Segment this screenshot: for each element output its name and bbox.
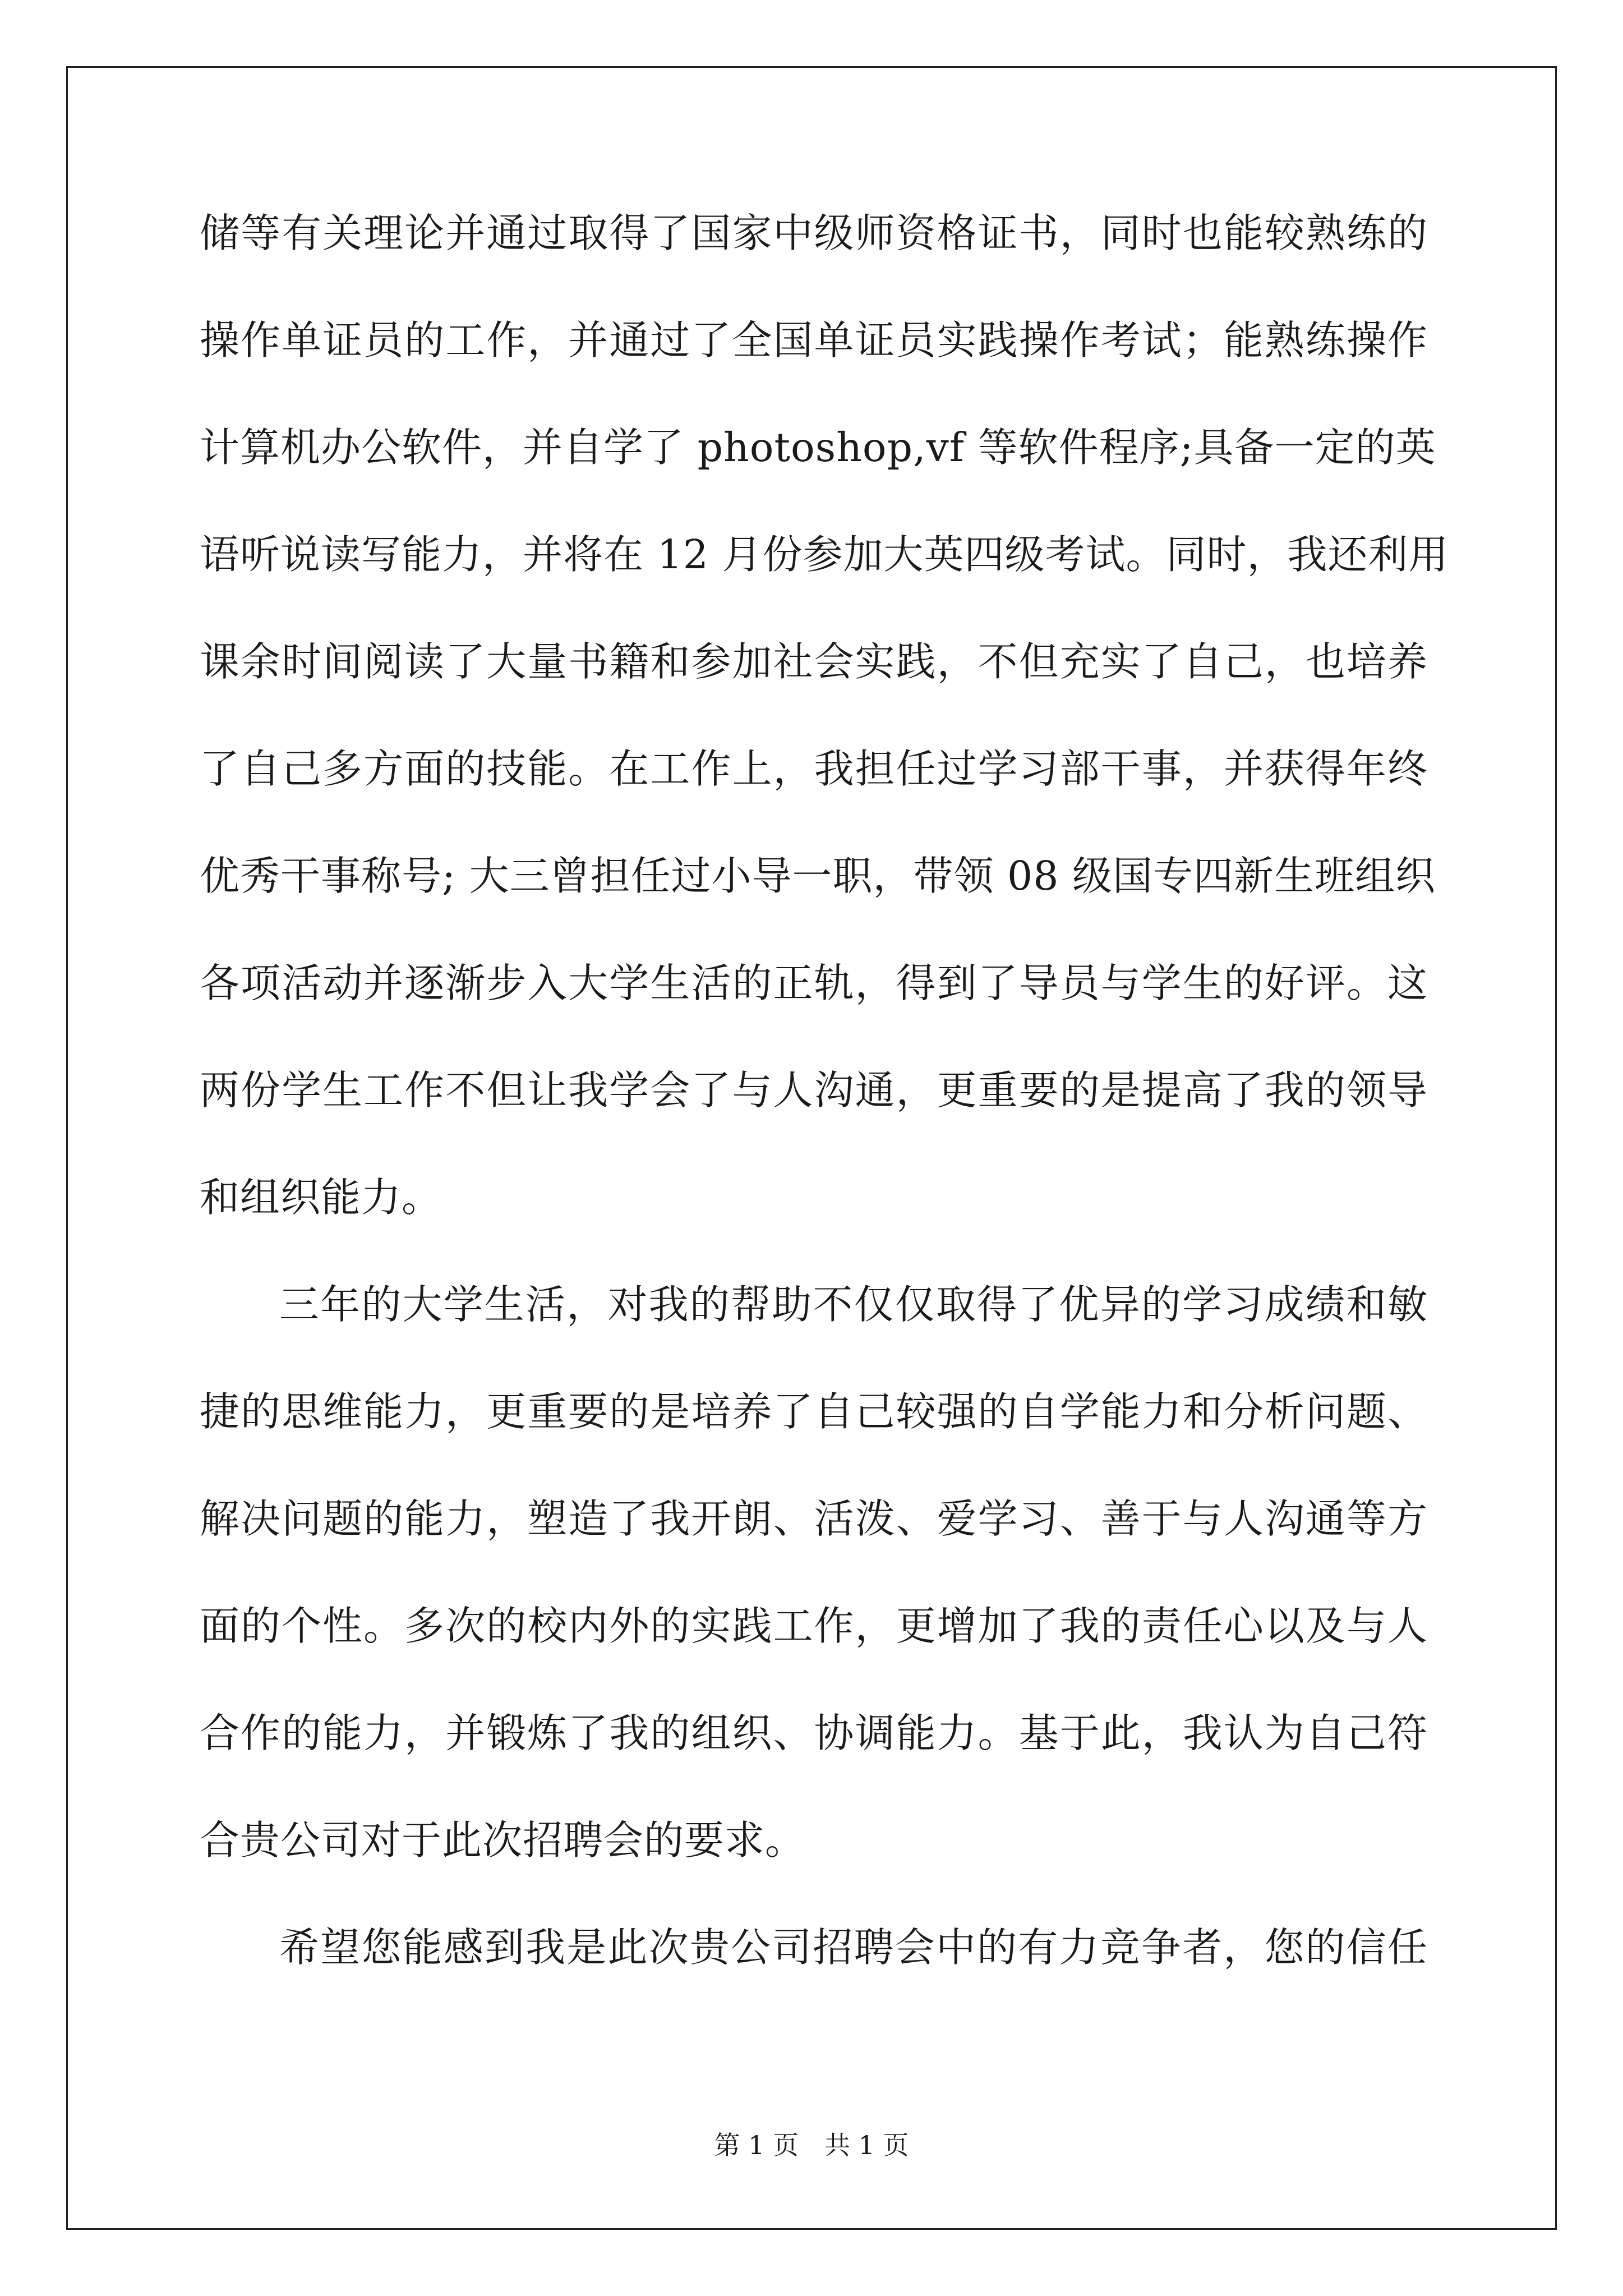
page-footer <box>0 2125 1623 2162</box>
text-line: 合作的能力，并锻炼了我的组织、协调能力。基于此，我认为自己符 <box>200 1710 1428 1756</box>
document-body <box>200 210 1449 2035</box>
text-line: 和组织能力。 <box>200 1174 442 1221</box>
page-total: 共 1 页 <box>824 2130 909 2160</box>
text-line: 计算机办公软件，并自学了 photoshop,vf 等软件程序;具备一定的英 <box>200 424 1436 471</box>
text-line: 了自己多方面的技能。在工作上，我担任过学习部干事，并获得年终 <box>200 746 1428 792</box>
text-line: 各项活动并逐渐步入大学生活的正轨，得到了导员与学生的好评。这 <box>200 960 1428 1006</box>
text-line: 储等有关理论并通过取得了国家中级师资格证书，同时也能较熟练的 <box>200 210 1428 256</box>
text-line: 优秀干事称号; 大三曾担任过小导一职，带领 08 级国专四新生班组织 <box>200 853 1436 899</box>
text-line: 捷的思维能力，更重要的是培养了自己较强的自学能力和分析问题、 <box>200 1388 1428 1435</box>
text-line: 操作单证员的工作，并通过了全国单证员实践操作考试；能熟练操作 <box>200 317 1428 364</box>
text-line: 课余时间阅读了大量书籍和参加社会实践，不但充实了自己，也培养 <box>200 638 1428 685</box>
text-line: 三年的大学生活，对我的帮助不仅仅取得了优异的学习成绩和敏 <box>279 1281 1428 1328</box>
text-line: 希望您能感到我是此次贵公司招聘会中的有力竞争者，您的信任 <box>279 1924 1428 1971</box>
text-line: 面的个性。多次的校内外的实践工作，更增加了我的责任心以及与人 <box>200 1603 1428 1649</box>
page-number: 第 1 页 <box>714 2130 799 2160</box>
text-line: 合贵公司对于此次招聘会的要求。 <box>200 1817 806 1864</box>
text-line: 解决问题的能力，塑造了我开朗、活泼、爱学习、善于与人沟通等方 <box>200 1496 1428 1542</box>
text-line: 语听说读写能力，并将在 12 月份参加大英四级考试。同时，我还利用 <box>200 531 1449 578</box>
text-line: 两份学生工作不但让我学会了与人沟通，更重要的是提高了我的领导 <box>200 1067 1428 1114</box>
